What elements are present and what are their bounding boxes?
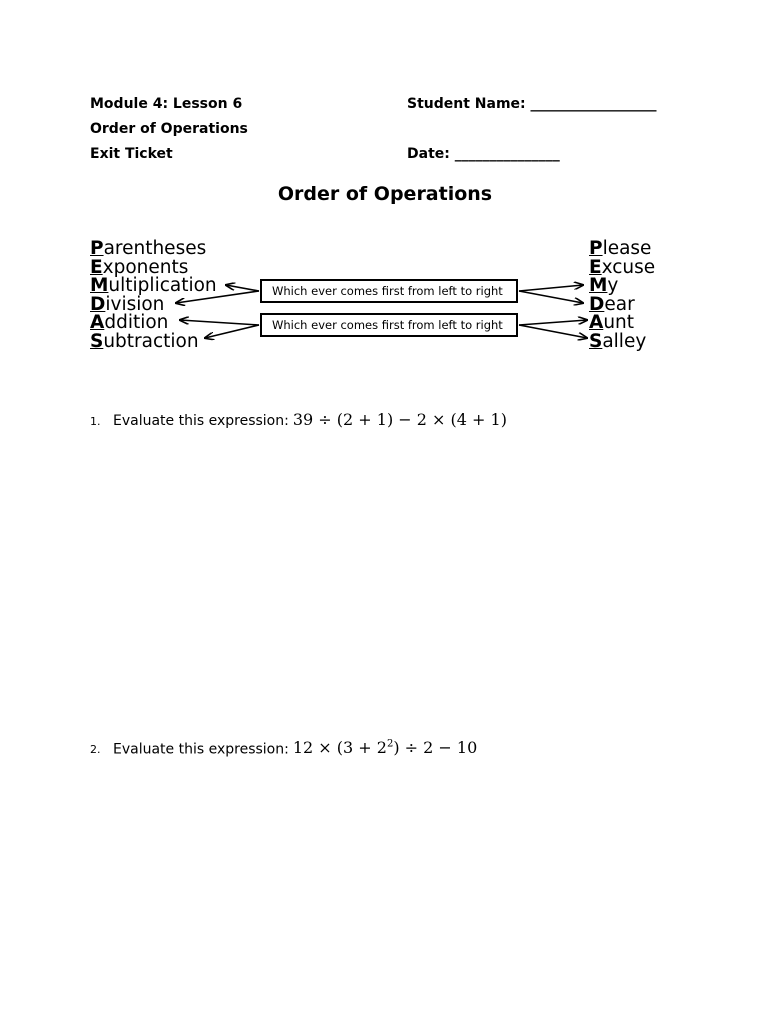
arrow-to-my (519, 285, 583, 291)
pemdas-left-item: Division (90, 293, 165, 315)
pemdas-right-item: Aunt (589, 312, 635, 333)
pemdas-left-item: Parentheses (90, 238, 207, 259)
pemdas-left-item: Subtraction (90, 330, 199, 352)
arrow-to-dear (519, 291, 583, 303)
left-to-right-box-as: Which ever comes first from left to right (260, 313, 518, 337)
pemdas-left-item: Multiplication (90, 275, 217, 296)
question-2-prompt: Evaluate this expression: (113, 741, 289, 758)
pemdas-right-item: Dear (589, 293, 635, 315)
arrow-to-division (176, 291, 259, 303)
arrow-to-aunt (519, 320, 587, 325)
date-field[interactable]: Date: _______________ (407, 146, 560, 162)
pemdas-left-item: Addition (90, 312, 169, 333)
page-title: Order of Operations (277, 183, 493, 205)
arrow-to-multiplication (226, 285, 259, 291)
pemdas-right-item: My (589, 275, 619, 296)
module-label: Module 4: Lesson 6 (90, 96, 243, 112)
arrow-to-salley (519, 325, 587, 338)
exit-ticket-label: Exit Ticket (90, 146, 173, 162)
student-name-field[interactable]: Student Name: __________________ (407, 96, 657, 112)
question-2-expression: $12 \times (3 + 2^2) \div 2 - 10$ (292, 738, 478, 758)
question-1-prompt: Evaluate this expression: (113, 413, 289, 429)
arrow-to-addition (180, 320, 259, 325)
left-to-right-box-md: Which ever comes first from left to right (260, 279, 518, 303)
pemdas-right-item: Please (589, 238, 652, 259)
arrow-to-subtraction (205, 325, 259, 338)
topic-label: Order of Operations (90, 121, 248, 137)
question-2: 2. Evaluate this expression: $12 \times (3 + 2^2) \div 2 - 10$ (90, 738, 478, 758)
pemdas-right-item: Excuse (589, 256, 656, 278)
pemdas-right-item: Salley (589, 330, 647, 352)
question-1: 1. Evaluate this expression: 39 ÷ (2 + 1) − 2 × (4 + 1) (90, 410, 507, 429)
question-1-expression: 39 ÷ (2 + 1) − 2 × (4 + 1) (292, 410, 507, 429)
pemdas-left-item: Exponents (90, 256, 189, 278)
